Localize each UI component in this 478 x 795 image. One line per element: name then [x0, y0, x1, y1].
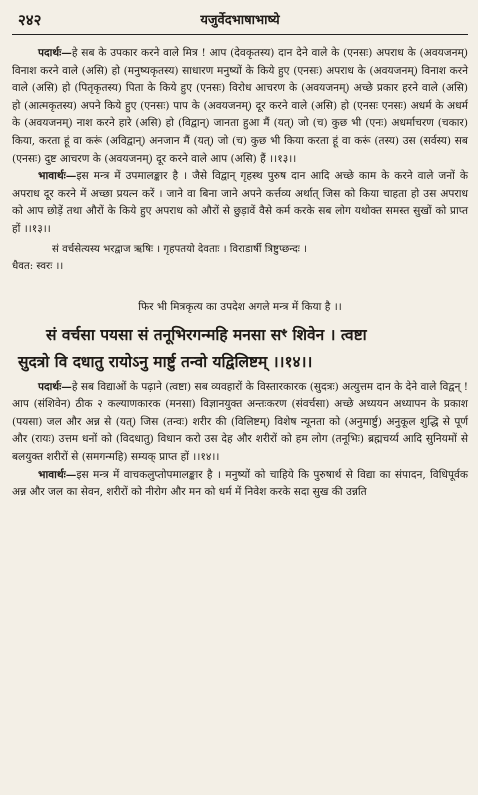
rishi-devata-line: सं वर्चसेत्यस्य भरद्वाज ऋषिः । गृहपतयो देवताः । विराडार्षी त्रिष्टुप्छन्दः ।: [52, 243, 307, 255]
svara-line: धैवत: स्वरः ।।: [12, 260, 64, 272]
bhavartha-text: इस मन्त्र में उपमालङ्कार है । जैसे विद्वान् गृहस्थ पुरुष दान आदि अच्छे काम के करने वाले जनों के अपराध दूर करने में अच्छा प्रयत्न करें । जाने वा बिना जाने अपने कर्त्तव्य अर्थात् जिस को किया चाहता हो उस अपराध को आप छोड़ें तथा औरों के किये हुए अपराध को औरों से छुड़ावें वैसे कर्म करके सब लोग यथोक्त समस्त सुखों को प्राप्त हों ।।१३।।: [12, 170, 468, 235]
mantra-intro: फिर भी मित्रकृत्य का उपदेश अगले मन्त्र में किया है ।।: [138, 300, 342, 313]
bhavartha-label: भावार्थः—: [38, 170, 77, 183]
bhavartha-paragraph-14: [12, 467, 468, 502]
bhavartha-paragraph-13: [12, 168, 468, 238]
padartha-text: हे सब के उपकार करने वाले मित्र ! आप (देवकृतस्य) दान देने वाले के (एनसः) अपराध के (अवयजनम्) विनाश करने वाले (असि) हो (मनुष्यकृतस्य) साधारण मनुष्यों के किये हुए (एनसः) अपराध के (अवयजनम्) विनाश करने वाले (असि) हो (पितृकृतस्य) पिता के किये हुए (एनसः) विरोध आचरण के (अवयजनम्) अच्छे प्रकार हरने वाले (असि) हो (आत्मकृतस्य) अपने किये हुए (एनसः) पाप के (अवयजनम्) दूर करने वाले (असि) हो (एनसः एनसः) अधर्म के अधर्म के (अवयजनम्) नाश करने हारे (असि) हो (विद्वान्) जानता हुआ मैं (यत्) जो (च) कुछ भी (एनः) अधर्माचरण (चकार) किया, करता हूं वा करूं (अविद्वान्) अनजान मैं (यत्) जो (च) कुछ भी किया करता हूं वा करूं (तस्य) उस (सर्वस्य) सब (एनसः) दुष्ट आचरण के (अवयजनम्) दूर करने वाले आप (असि) हैं ।।१३।।: [12, 47, 468, 165]
page-header: [12, 8, 468, 35]
book-page: [12, 8, 468, 502]
padartha-label: पदार्थः—: [38, 380, 72, 393]
padartha-paragraph-14: [12, 379, 468, 467]
padartha-label: पदार्थः—: [38, 47, 72, 59]
padartha-paragraph-13: [12, 45, 468, 168]
mantra-line-2: सुदत्रो वि दधातु रायोऽनु मार्ष्टु तन्वो यद्विलिष्टम् ।।१४।।: [18, 351, 313, 371]
page-number: २४२: [18, 11, 42, 29]
padartha-text: हे सब विद्याओं के पढ़ाने (त्वष्टा) सब व्यवहारों के विस्तारकारक (सुदत्रः) अत्युत्तम दान के देने वाले विद्वन् ! आप (संशिवेन) ठीक २ कल्याणकारक (मनसा) विज्ञानयुक्त अन्तःकरण (संवर्चसा) अच्छे अध्ययन अध्यापन के प्रकाश (पयसा) जल और अन्न से (यत्) जिस (तन्वः) शरीर की (विलिष्टम्) विशेष न्यूनता को (अनुमार्ष्टु) अनुकूल शुद्धि से पूर्ण और (रायः) उत्तम धनों को (विदधातु) विधान करो उस देह और शरीरों को हम लोग (तनूभिः) ब्रह्मचर्य्य आदि सुनियमों से बलयुक्त शरीरों से (समगन्महि) सम्यक् प्राप्त हों ।।१४।।: [12, 380, 468, 463]
bhavartha-text: इस मन्त्र में वाचकलुप्तोपमालङ्कार है । मनुष्यों को चाहिये कि पुरुषार्थ से विद्या का संपादन, विधिपूर्वक अन्न और जल का सेवन, शरीरों को नीरोग और मन को धर्म में निवेश करके सदा सुख की उन्नति: [12, 468, 468, 499]
bhavartha-label: भावार्थः—: [38, 468, 77, 481]
mantra-line-1: सं वर्चसा पयसा सं तनूभिरगन्महि मनसा सꣳ शिवेन । त्वष्टा: [46, 324, 367, 344]
running-title: यजुर्वेदभाषाभाष्ये: [200, 13, 280, 28]
